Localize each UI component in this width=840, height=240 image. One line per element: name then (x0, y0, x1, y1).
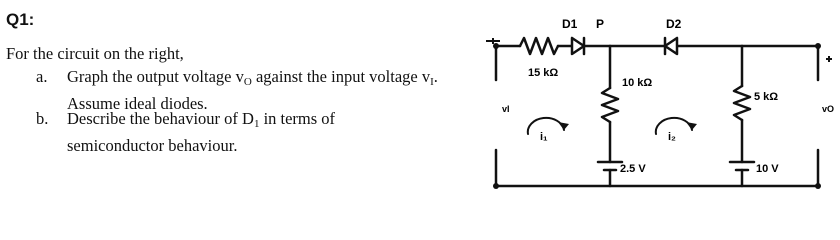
resistor-10k (602, 88, 618, 122)
diode-d1 (558, 38, 584, 54)
resistor-5k (734, 86, 750, 120)
label-vo: vO (822, 104, 835, 114)
item-b-line1-start: Describe the behaviour of D (67, 109, 254, 128)
plus-input (486, 38, 500, 44)
output-ground-dot (815, 183, 821, 189)
item-marker-b: b. (36, 109, 49, 128)
question-number: Q1: (6, 10, 35, 29)
question-intro: For the circuit on the right, (6, 44, 184, 63)
item-a-sub-i: I (430, 76, 434, 88)
item-a-line1-end: . (433, 67, 438, 86)
label-d1: D1 (562, 17, 578, 31)
item-b-line2: semiconductor behaviour. (67, 136, 238, 155)
plus-output (826, 56, 832, 62)
label-r2: 10 kΩ (622, 77, 653, 89)
label-v1: 2.5 V (620, 163, 646, 175)
circuit-diagram (480, 0, 840, 195)
input-ground-dot (493, 183, 499, 189)
item-marker-a: a. (36, 67, 48, 86)
label-r3: 5 kΩ (754, 91, 779, 103)
label-v2: 10 V (756, 163, 779, 175)
item-a-line1-start: Graph the output voltage v (67, 67, 244, 86)
loop-arrowhead-i1 (558, 122, 569, 130)
label-i2: i₂ (668, 131, 676, 143)
label-i1: i₁ (540, 131, 548, 143)
item-a-line1-mid: against the input voltage v (251, 67, 431, 86)
label-d2: D2 (666, 17, 682, 31)
loop-arrowhead-i2 (686, 122, 697, 130)
item-text-b (67, 108, 335, 156)
label-p: P (596, 17, 605, 31)
output-terminal-dot (815, 43, 821, 49)
diode-d2 (610, 38, 742, 54)
label-vi: vI (502, 104, 510, 114)
item-a-sub-o: O (243, 76, 252, 88)
item-b-line1-end: in terms of (259, 109, 336, 128)
item-text-a (67, 66, 438, 114)
item-b-sub-1: 1 (253, 118, 260, 130)
item-a-line2: Assume ideal diodes. (67, 94, 208, 113)
resistor-15k (520, 38, 558, 54)
label-r1: 15 kΩ (528, 67, 559, 79)
